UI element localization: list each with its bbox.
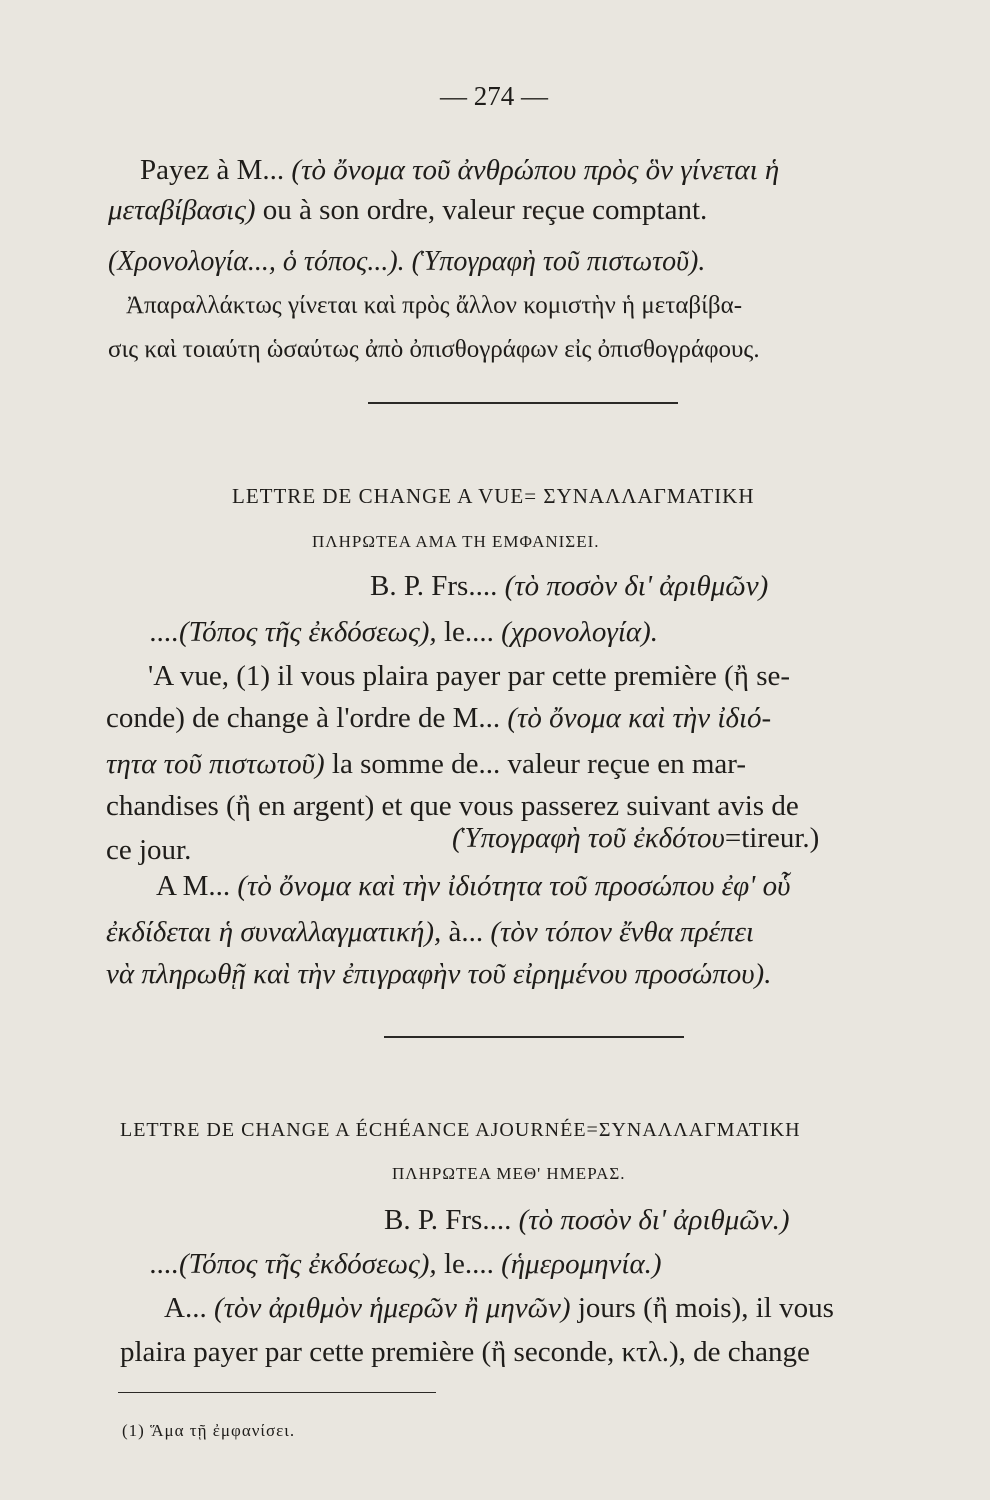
text-line: νὰ πληρωθῇ καὶ τὴν ἐπιγραφὴν τοῦ εἰρημένου προσώπου). [106, 958, 772, 990]
section-subheading: ΠΛΗΡΩΤΕΑ ΑΜΑ ΤΗ ΕΜΦΑΝΙΣΕΙ. [312, 532, 600, 551]
text-line [150, 614, 658, 650]
greek-span: (Ὑπογραφὴ τοῦ ἐκδότου [452, 822, 725, 854]
text-line [370, 568, 768, 604]
text-span: le.... [436, 1248, 502, 1280]
text-span: A M... [156, 870, 238, 902]
text-line [140, 152, 779, 188]
greek-span: ἐκδίδεται ἡ συναλλαγματική), [106, 916, 442, 948]
text-line: 'A vue, (1) il vous plaira payer par cette première (ἢ se- [148, 660, 791, 692]
page-number: — 274 — [440, 81, 548, 111]
footnote: (1) Ἅμα τῇ ἐμφανίσει. [122, 1421, 296, 1440]
greek-span: μεταβίβασις) [108, 194, 256, 226]
text-line: (Χρονολογία..., ὁ τόπος...). (Ὑπογραφὴ τοῦ πιστωτοῦ). [108, 246, 706, 277]
greek-span: ....(Τόπος τῆς ἐκδόσεως), [150, 1248, 437, 1280]
section-heading: LETTRE DE CHANGE A VUE= ΣΥΝΑΛΛΑΓΜΑΤΙΚΗ [232, 484, 755, 508]
greek-span: (τὸ ποσὸν δι' ἀριθμῶν) [504, 570, 769, 602]
text-line [452, 820, 819, 856]
text-span: ce jour. [106, 834, 192, 866]
text-line: plaira payer par cette première (ἢ seconde, κτλ.), de change [120, 1336, 810, 1368]
text-line [156, 868, 790, 904]
text-span: B. P. Frs.... [370, 570, 505, 602]
text-line [384, 1202, 790, 1238]
greek-span: τητα τοῦ πιστωτοῦ) [106, 748, 325, 780]
text-span: =tireur.) [724, 822, 820, 854]
text-line [106, 700, 771, 736]
text-line [106, 746, 746, 782]
text-line: Ἀπαραλλάκτως γίνεται καὶ πρὸς ἄλλον κομιστὴν ἡ μεταβίβα- [126, 292, 743, 319]
text-line [106, 914, 754, 950]
divider [368, 402, 678, 404]
text-span: le.... [436, 616, 502, 648]
text-span: la somme de... valeur reçue en mar- [324, 748, 746, 780]
text-span: à... [441, 916, 491, 948]
footnote-divider [118, 1392, 436, 1393]
text-line [108, 192, 707, 228]
section-subheading: ΠΛΗΡΩΤΕΑ ΜΕΘ' ΗΜΕΡΑΣ. [392, 1164, 626, 1183]
text-line [164, 1290, 834, 1326]
text-line [150, 1246, 662, 1282]
section-heading: LETTRE DE CHANGE A ÉCHÉANCE AJOURNÉE=ΣΥΝΑΛΛΑΓΜΑΤΙΚΗ [120, 1119, 801, 1141]
greek-span: ....(Τόπος τῆς ἐκδόσεως), [150, 616, 437, 648]
greek-span: (τὸ ὄνομα καὶ τὴν ἰδιότητα τοῦ προσώπου ἐφ' οὗ [237, 870, 791, 902]
greek-span: (ἡμερομηνία.) [501, 1248, 662, 1280]
greek-span: (χρονολογία). [501, 616, 659, 648]
text-span: jours (ἢ mois), il vous [570, 1292, 834, 1324]
text-line: chandises (ἢ en argent) et que vous passerez suivant avis de [106, 790, 799, 822]
text-span: ou à son ordre, valeur reçue comptant. [255, 194, 708, 226]
divider [384, 1036, 684, 1038]
greek-span: (τὸ ὄνομα τοῦ ἀνθρώπου πρὸς ὃν γίνεται ἡ [291, 154, 780, 186]
greek-span: (τὸν τόπον ἔνθα πρέπει [490, 916, 754, 948]
text-span: Payez à M... [140, 154, 292, 186]
text-span: A... [164, 1292, 214, 1324]
greek-span: (τὸν ἀριθμὸν ἡμερῶν ἢ μηνῶν) [213, 1292, 571, 1324]
text-line: σις καὶ τοιαύτη ὡσαύτως ἀπὸ ὀπισθογράφων εἰς ὀπισθογράφους. [108, 336, 760, 363]
greek-span: (τὸ ποσὸν δι' ἀριθμῶν.) [518, 1204, 790, 1236]
greek-span: (τὸ ὄνομα καὶ τὴν ἰδιό- [507, 702, 772, 734]
text-span: conde) de change à l'ordre de M... [106, 702, 508, 734]
text-span: B. P. Frs.... [384, 1204, 519, 1236]
text-line [106, 832, 191, 868]
